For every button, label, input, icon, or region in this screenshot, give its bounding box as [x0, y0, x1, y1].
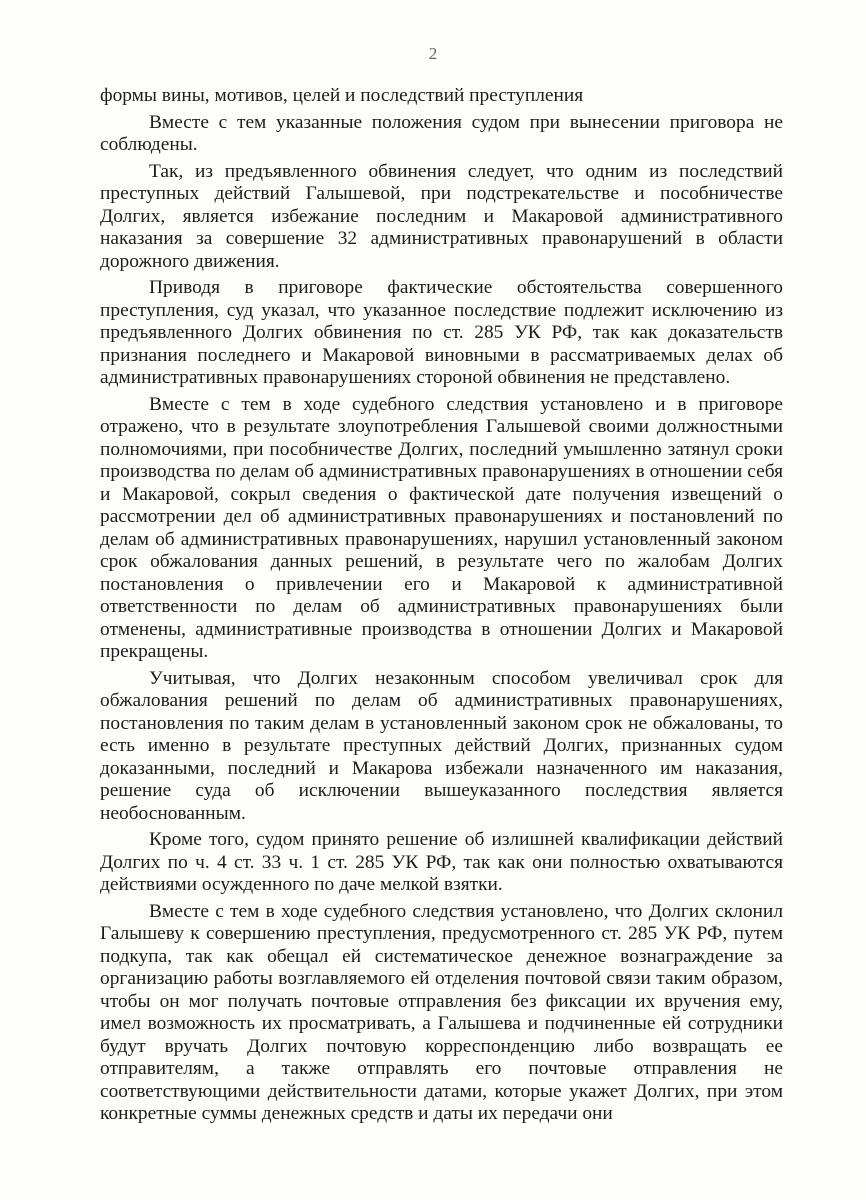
paragraph: Вместе с тем в ходе судебного следствия установлено, что Долгих склонил Галышеву к совершению преступления, предусмотренного ст. 285 УК РФ, путем подкупа, так как обещал ей систематическое денежное вознаграждение за организацию работы возглавляемого ей отделения почтовой связи таким образом, чтобы он мог получать почтовые отправления без фиксации их вручения ему, имел возможность их просматривать, а Галышева и подчиненные ей сотрудники будут вручать Долгих почтовую корреспонденцию либо возвращать ее отправителям, а также отправлять его почтовые отправления не соответствующими действительности датами, которые укажет Долгих, при этом конкретные суммы денежных средств и даты их передачи они [100, 900, 783, 1124]
paragraph: Вместе с тем в ходе судебного следствия установлено и в приговоре отражено, что в результате злоупотребления Галышевой своими должностными полномочиями, при пособничестве Долгих, последний умышленно затянул сроки производства по делам об административных правонарушениях в отношении себя и Макаровой, сокрыл сведения о фактической дате получения извещений о рассмотрении дел об административных правонарушениях и постановлений по делам об административных правонарушениях, нарушил установленный законом срок обжалования данных решений, в результате чего по жалобам Долгих постановления о привлечении его и Макаровой к административной ответственности по делам об административных правонарушениях были отменены, административные производства в отношении Долгих и Макаровой прекращены. [100, 393, 783, 662]
paragraph: Приводя в приговоре фактические обстоятельства совершенного преступления, суд указал, что указанное последствие подлежит исключению из предъявленного Долгих обвинения по ст. 285 УК РФ, так как доказательств признания последнего и Макаровой виновными в рассматриваемых делах об административных правонарушениях стороной обвинения не представлено. [100, 277, 783, 388]
paragraph: Учитывая, что Долгих незаконным способом увеличивал срок для обжалования решений по делам об административных правонарушениях, постановления по таким делам в установленный законом срок не обжалованы, то есть именно в результате преступных действий Долгих, признанных судом доказанными, последний и Макарова избежали назначенного им наказания, решение суда об исключении вышеуказанного последствия является необоснованным. [100, 667, 783, 824]
paragraph: Вместе с тем указанные положения судом при вынесении приговора не соблюдены. [100, 111, 783, 155]
document-body [100, 85, 783, 1130]
page-number: 2 [428, 44, 438, 63]
paragraph-continuation: формы вины, мотивов, целей и последствий преступления [100, 85, 584, 106]
paragraph: Так, из предъявленного обвинения следует, что одним из последствий преступных действий Галышевой, при подстрекательстве и пособничестве Долгих, является избежание последним и Макаровой административного наказания за совершение 32 административных правонарушений в области дорожного движения. [100, 160, 783, 272]
paragraph: Кроме того, судом принято решение об излишней квалификации действий Долгих по ч. 4 ст. 33 ч. 1 ст. 285 УК РФ, так как они полностью охватываются действиями осужденного по даче мелкой взятки. [100, 829, 783, 895]
